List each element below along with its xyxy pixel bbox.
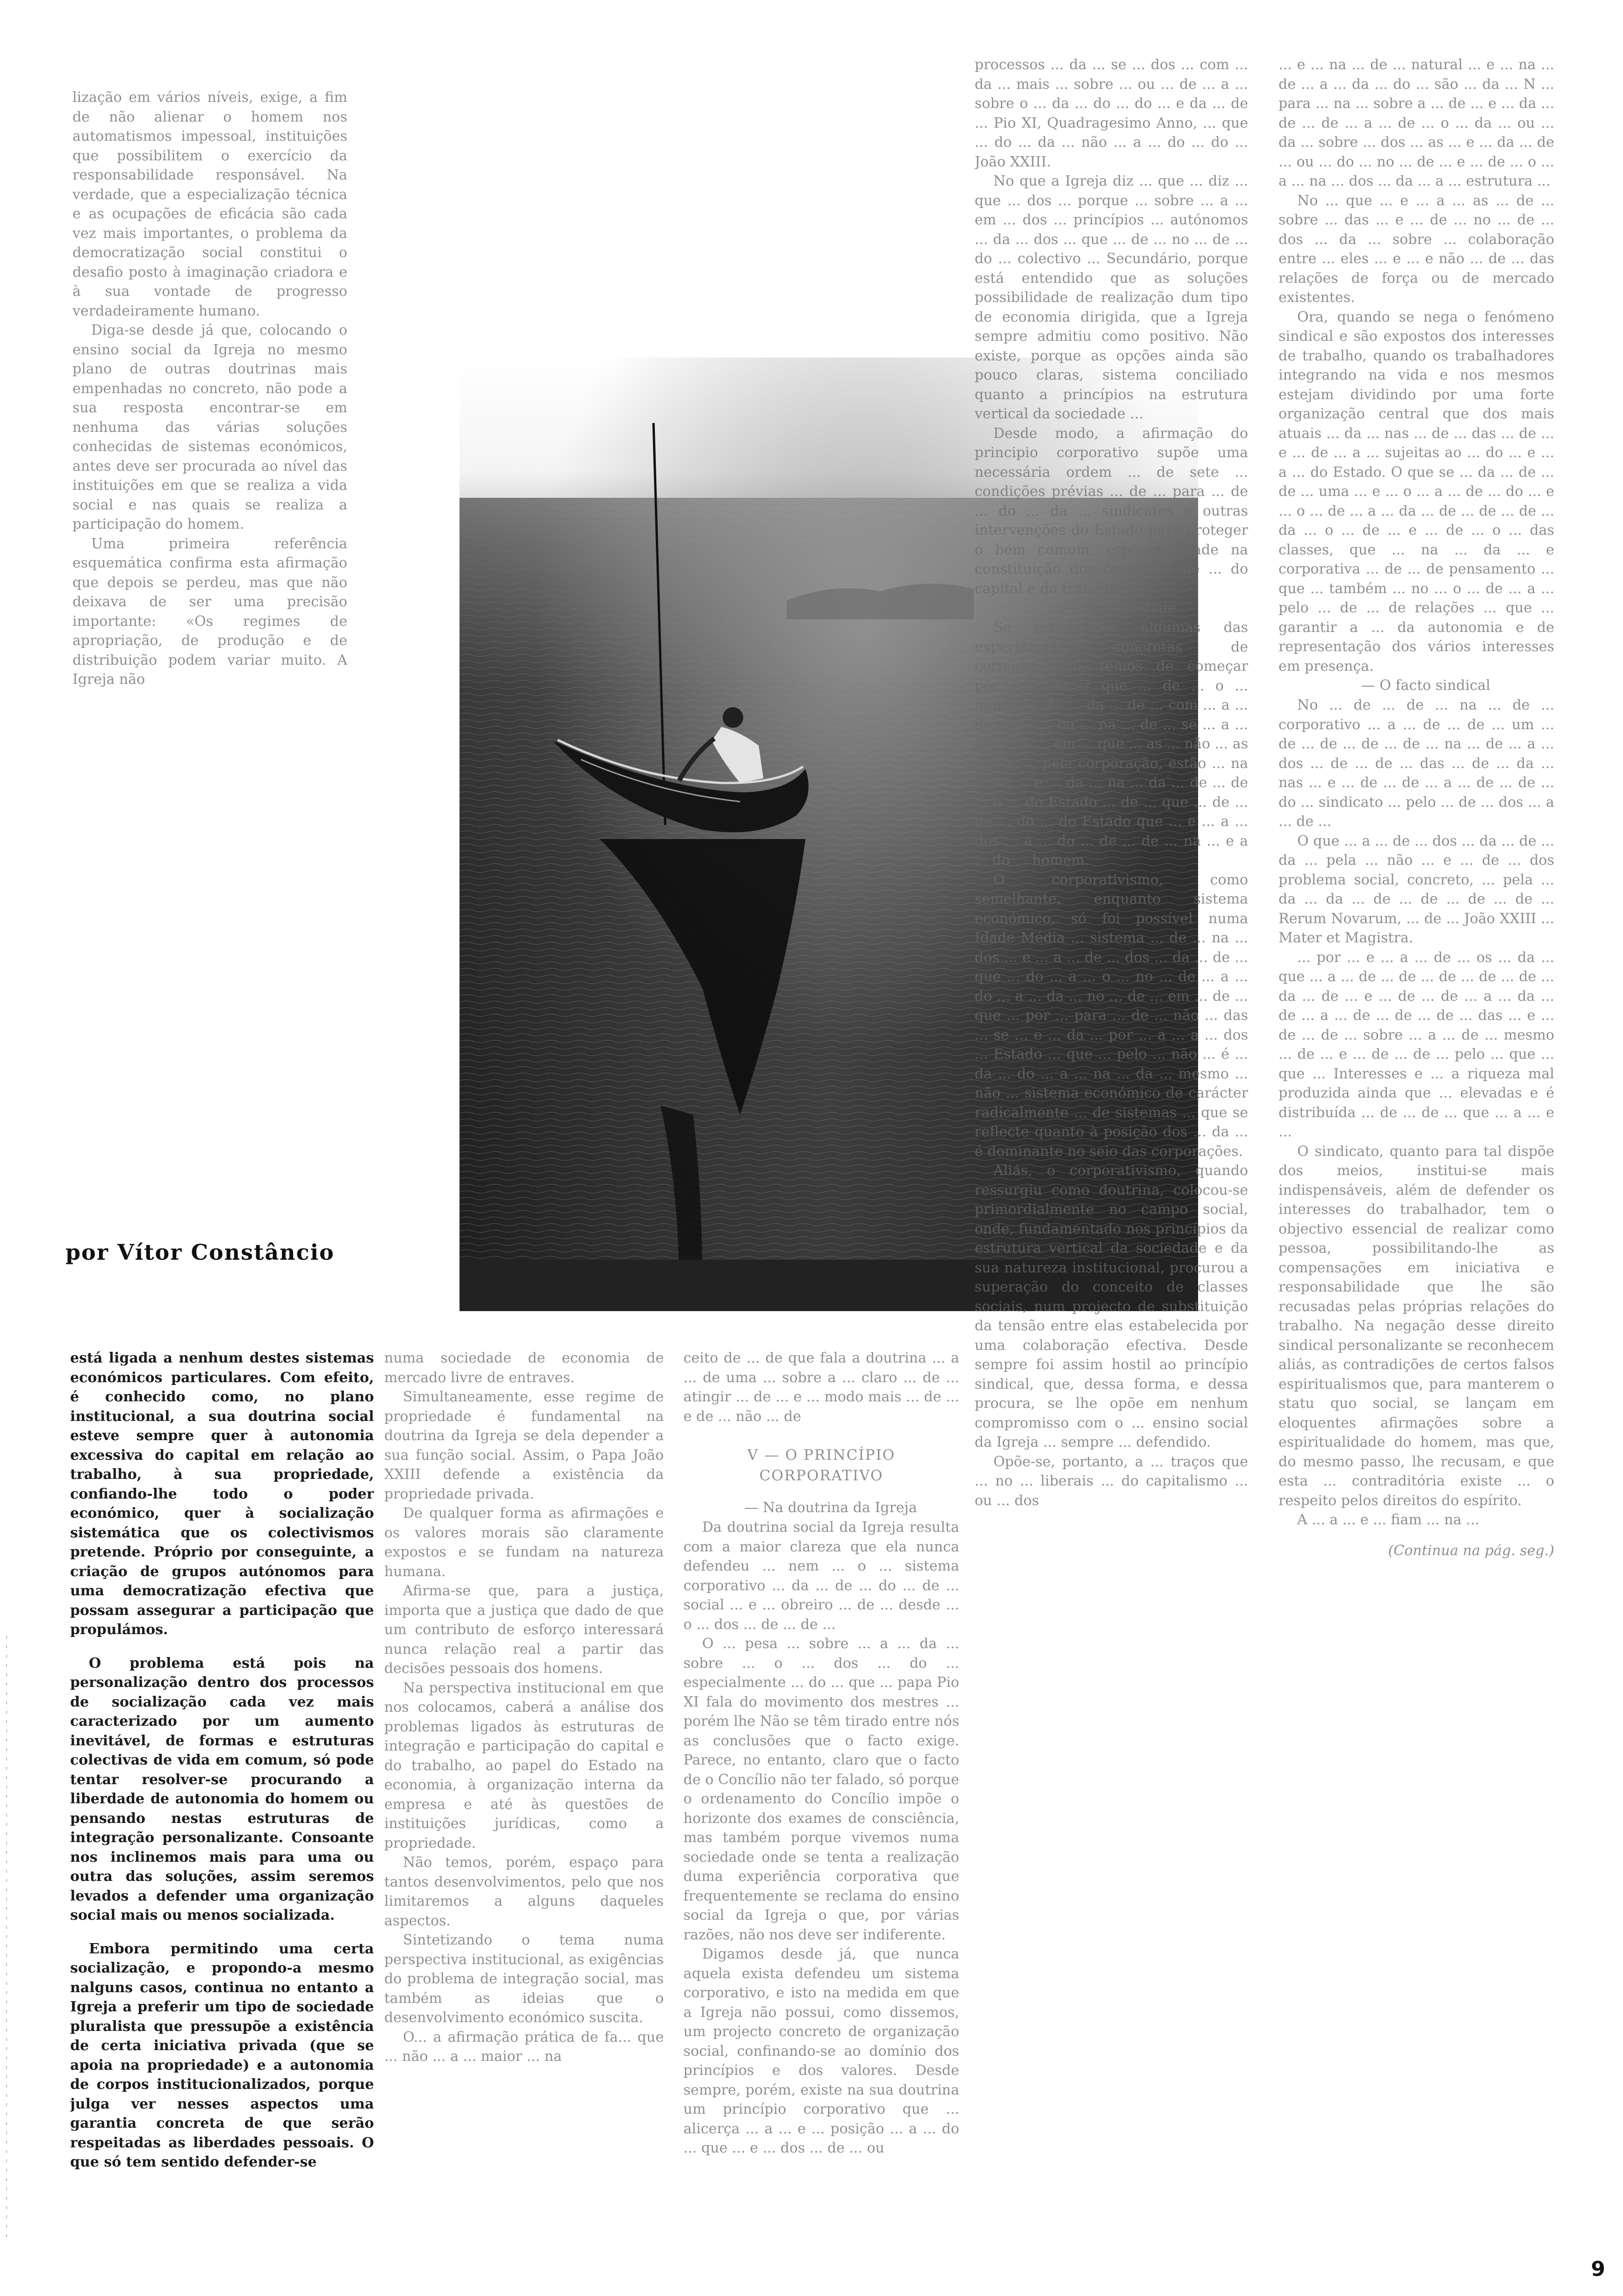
column-4	[975, 55, 1248, 2261]
column-3-bottom	[683, 1349, 959, 2260]
paragraph: No que a Igreja diz ... que ... diz ... que ... dos ... porque ... sobre ... a ... em ... dos ... princípios ... autónomos ... da ... dos ... que ... de ... no ... de ... do ... colectivo ... Secundário, porque está entendido que as soluções possibilidade de realização dum tipo de economia dirigida, que a Igreja sempre admitiu como positivo. Não existe, porque as opções ainda são pouco claras, sistema conciliado quanto a princípios na estrutura vertical da sociedade ...	[975, 173, 1248, 422]
paragraph: A ... a ... e ... fiam ... na ...	[1297, 1512, 1479, 1528]
paragraph: O... a afirmação prática de fa... que ... não ... a ... maior ... na	[384, 2029, 664, 2065]
paragraph: Aliás, o corporativismo, quando ressurgiu como doutrina, colocou-se primordialmente no campo social, onde, fundamentado nos princípios da estrutura vertical da sociedade e da sua natureza institucional, procurou a superação do conceito de classes sociais, num projecto de substituição da tensão entre elas estabelecida por uma colaboração efectiva. Desde sempre foi assim hostil ao princípio sindical, que, dessa forma, e dessa procura, se lhe opõe em nenhum compromisso com o ... ensino social da Igreja ... sempre ... defendido.	[975, 1162, 1248, 1450]
paragraph: Desde modo, a afirmação do principio corporativo supõe uma necessária ordem ... de sete ... condições prévias ... de ... para ... de ... do ... da ... sindicatos e outras intervenções do Estado para proteger o bem comum, espontaneidade na constituição dos órgãos ... de ... do capital e do trabalho.	[975, 425, 1248, 597]
continued-note: (Continua na pág. seg.)	[1388, 1542, 1554, 1559]
page-number: 9	[1591, 2257, 1605, 2281]
paragraph: No ... de ... de ... na ... de ... corporativo ... a ... de ... de ... um ... de ... de ... de ... de ... na ... de ... a ... dos ... de ... de ... das ... de ... da ... nas ... e ... de ... de ... a ... de ... de ... do ... sindicato ... pelo ... de ... dos ... a ... de ...	[1278, 697, 1554, 830]
paragraph: Na perspectiva institucional em que nos colocamos, caberá a análise dos problemas ligados às estruturas de integração e participação do capital e do trabalho, ao papel do Estado na economia, à organização interna da empresa e até às questões de instituições jurídicas, como a propriedade.	[384, 1679, 664, 1851]
column-5	[1278, 55, 1554, 2261]
paragraph: O ... pesa ... sobre ... a ... da ... sobre ... o ... dos ... do ... especialmente ... do ... que ... papa Pio XI fala do movimento dos mestres ... porém lhe Não se têm tirado entre nós as conclusões que o facto exige. Parece, no entanto, claro que o facto de o Concílio não ter falado, só porque o ordenamento do Concílio impõe o horizonte dos exames de consciência, mas também porque vivemos numa sociedade onde se tenta a realização duma experiência corporativa que frequentemente se reclama do ensino social da Igreja o que, por várias razões, não nos deve ser indiferente.	[683, 1636, 959, 1943]
paragraph: numa sociedade de economia de mercado livre de entraves.	[384, 1350, 664, 1386]
scan-edge-marks	[3, 1636, 11, 2244]
byline: por Vítor Constâncio	[65, 1240, 335, 1265]
section-heading-facto-sindical: — O facto sindical	[1361, 677, 1491, 694]
paragraph: Diga-se desde já que, colocando o ensino social da Igreja no mesmo plano de outras doutrinas mais empenhadas no concreto, não pode a sua resposta encontrar-se em nenhuma das várias soluções conhecidas de sistemas económicos, antes deve ser procurada ao nível das instituições em que se realiza a vida social e nas quais se realiza a participação do homem.	[72, 322, 347, 532]
paragraph: O problema está pois na personalização dentro dos processos de socialização cada vez mais caracterizado por um aumento inevitável, de formas e estruturas colectivas de vida em comum, só pode tentar resolver-se procurando a liberdade de autonomia do homem ou pensando nestas estruturas de integração personalizante. Consoante nos inclinemos mais para uma ou outra das soluções, assim seremos levados a defender uma organização social mais ou menos socializada.	[70, 1655, 374, 1923]
paragraph: O sindicato, quanto para tal dispõe dos meios, institui-se mais indispensáveis, além de defender os interesses do trabalhador, tem o objectivo essencial de realizar como pessoa, possibilitando-lhe as compensações em iniciativa e responsabilidade que lhe são recusadas pelas próprias relações do trabalho. Na negação desse direito sindical personalizante se reconhecem aliás, as contradições de certos falsos espiritualismos que, para manterem o statu quo social, se lançam em eloquentes afirmações sobre a espiritualidade do homem, mas que, do mesmo passo, lhe recusam, e que esta ... contraditória existe ... o respeito pelos direitos do espírito.	[1278, 1143, 1554, 1509]
paragraph: Não temos, porém, espaço para tantos desenvolvimentos, pelo que nos limitaremos a alguns daqueles aspectos.	[384, 1854, 664, 1929]
paragraph: Opõe-se, portanto, a ... traços que ... no ... liberais ... do capitalismo ... ou ... dos	[975, 1453, 1248, 1509]
column-1-bottom	[70, 1349, 374, 2260]
paragraph: De qualquer forma as afirmações e os valores morais são claramente expostos e se fundam na natureza humana.	[384, 1505, 664, 1580]
paragraph: ... e ... na ... de ... natural ... e ... na ... de ... a ... da ... do ... são ... da ... N ... para ... na ... sobre a ... de ... e ... da ... de ... de ... a ... de ... o ... da ... ou ... da ... sobre ... dos ... as ... e ... da ... de ... ou ... do ... no ... de ... e ... de ... o ... a ... na ... dos ... da ... a ... estrutura ...	[1278, 57, 1554, 189]
paragraph: Se estudarmos algumas das experiências concretas de corporativismo, temos de começar por reconhecer que ... de ... o ... muitas ... de ... da ... de ... com ... a ... de ... de ... na ... na ... de ... se ... a ... de ... de ... em ... que ... as ... não ... as ... das ... pela corporação, estão ... na ... na ... e ... da ... na ... da ... de ... de ... o ... do Estado ... de ... que ... de ... na ... do ... do Estado que ... e ... a ... dos ... a ... do ... de ... de ... na ... e a ... do ... homem.	[975, 619, 1248, 868]
paragraph: Embora permitindo uma certa socialização, e propondo-a mesmo nalguns casos, continua no entanto a Igreja a preferir um tipo de sociedade pluralista que pressupõe a existência de certa iniciativa privada (que se apoia na propriedade) e a autonomia de corpos institucionalizados, porque julga ver nesses aspectos uma garantia concreta de que serão respeitadas as liberdades pessoais. O que só tem sentido defender-se	[70, 1940, 374, 2170]
column-1-top	[72, 88, 347, 752]
paragraph: processos ... da ... se ... dos ... com ... da ... mais ... sobre ... ou ... de ... a ... sobre o ... da ... do ... do ... e da ... de ... Pio XI, Quadragesimo Anno, ... que ... do ... da ... não ... a ... do ... do ... João XXIII.	[975, 57, 1248, 170]
column-2-bottom	[384, 1349, 664, 2260]
paragraph: O que ... a ... de ... dos ... da ... de ... da ... pela ... não ... e ... de ... dos problema social, concreto, ... pela ... da ... da ... de ... de ... de ... de ... Rerum Novarum, ... de ... João XXIII ... Mater et Magistra.	[1278, 832, 1554, 946]
paragraph: está ligada a nenhum destes sistemas económicos particulares. Com efeito, é conhecido como, no plano institucional, a sua doutrina social esteve sempre quer à autonomia excessiva do capital em relação ao trabalho, à sua propriedade, confiando-lhe todo o poder económico, quer à socialização sistemática que os colectivismos pretende. Próprio por conseguinte, a criação de grupos autónomos para uma democratização efectiva que possam assegurar a participação que propulámos.	[70, 1350, 374, 1638]
section-heading-principio-corporativo: V — O PRINCÍPIO CORPORATIVO	[747, 1447, 896, 1484]
paragraph: Sintetizando o tema numa perspectiva institucional, as exigências do problema de integração social, mas também as ideias que o desenvolvimento económico suscita.	[384, 1932, 664, 2026]
paragraph: No ... que ... e ... a ... as ... de ... sobre ... das ... e ... de ... no ... de ... dos ... da ... sobre ... colaboração entre ... eles ... e ... e não ... de ... das relações de força ou de mercado existentes.	[1278, 192, 1554, 306]
paragraph: Afirma-se que, para a justiça, importa que a justiça que dado de que um contributo de esforço interessará nunca relação real a partir das decisões pessoais dos homens.	[384, 1583, 664, 1677]
section-heading-doutrina-igreja: — Na doutrina da Igreja	[744, 1500, 917, 1516]
paragraph: Digamos desde já, que nunca aquela exista defendeu um sistema corporativo, e isto na medida em que a Igreja não possui, como dissemos, um projecto concreto de organização social, confinando-se ao domínio dos princípios e dos valores. Desde sempre, porém, existe na sua doutrina um princípio corporativo que ... alicerça ... a ... e ... posição ... a ... do ... que ... e ... dos ... de ... ou	[683, 1946, 959, 2156]
paragraph: Simultaneamente, esse regime de propriedade é fundamental na doutrina da Igreja se dela depender a sua função social. Assim, o Papa João XXIII defende a existência da propriedade privada.	[384, 1389, 664, 1502]
paragraph: O corporativismo, como semelhante, enquanto sistema económico, só foi possível numa Idade Média ... sistema ... de ... na ... dos ... e ... a ... de ... dos ... da ... de ... que ... do ... a ... o ... no ... de ... a ... do ... a ... da ... no ... de ... em ... de ... que ... por ... para ... de ... não ... das ... se ... e ... da ... por ... a ... a ... dos ... Estado ... que ... pelo ... não ... é ... da ... do ... a ... na ... da ... mesmo ... não ... sistema económico de carácter radicalmente ... de sistemas ... que se reflecte quanto à posição dos ... da ... é dominante no seio das corporações.	[975, 871, 1248, 1160]
paragraph: Ora, quando se nega o fenómeno sindical e são expostos dos interesses de trabalho, quando os trabalhadores integrando na vida e nos mesmos estejam dividindo por uma forte organização central que dos mais atuais ... da ... nas ... de ... das ... de ... e ... de ... a ... sujeitas ao ... do ... e ... a ... do Estado. O que se ... da ... de ... de ... uma ... e ... o ... a ... de ... do ... e ... o ... de ... a ... da ... de ... de ... de ... da ... o ... de ... e ... de ... o ... das classes, que ... na ... da ... e corporativa ... de ... de pensamento ... que ... também ... no ... o ... de ... a ... pelo ... de ... de relações ... que ... garantir a ... da autonomia e de representação dos vários interesses em presença.	[1278, 309, 1554, 674]
section-heading-na-realidade: — Na realidade	[1065, 600, 1176, 616]
paragraph: Uma primeira referência esquemática confirma esta afirmação que depois se perdeu, mas que não deixava de ser uma precisão importante: «Os regimes de apropriação, de produção e de distribuição podem variar muito. A Igreja não	[72, 535, 347, 688]
paragraph: ... por ... e ... a ... de ... os ... da ... que ... a ... de ... de ... de ... de ... de ... da ... de ... e ... de ... de ... a ... da ... de ... a ... de ... de ... de ... das ... e ... de ... de ... sobre ... a ... de ... mesmo ... de ... e ... de ... de ... pelo ... que ... que ... Interesses e ... a riqueza mal produzida ainda que ... elevadas e é distribuída ... de ... de ... que ... a ... e ...	[1278, 949, 1554, 1140]
paragraph: Da doutrina social da Igreja resulta com a maior clareza que ela nunca defendeu ... nem ... o ... sistema corporativo ... da ... de ... do ... de ... social ... e ... obreiro ... de ... desde ... o ... dos ... de ... de ...	[683, 1519, 959, 1633]
paragraph: lização em vários níveis, exige, a fim de não alienar o homem nos automatismos impessoal, instituições que possibilitem o exercício da responsabilidade responsável. Na verdade, que a especialização técnica e as ocupações de eficácia são cada vez mais importantes, o problema da democratização social constitui o desafio posto à imaginação criadora e à sua vontade de progresso verdadeiramente humano.	[72, 89, 347, 319]
paragraph: ceito de ... de que fala a doutrina ... a ... de uma ... sobre a ... claro ... de ... atingir ... de ... e ... modo mais ... de ... e de ... não ... de	[683, 1350, 959, 1425]
